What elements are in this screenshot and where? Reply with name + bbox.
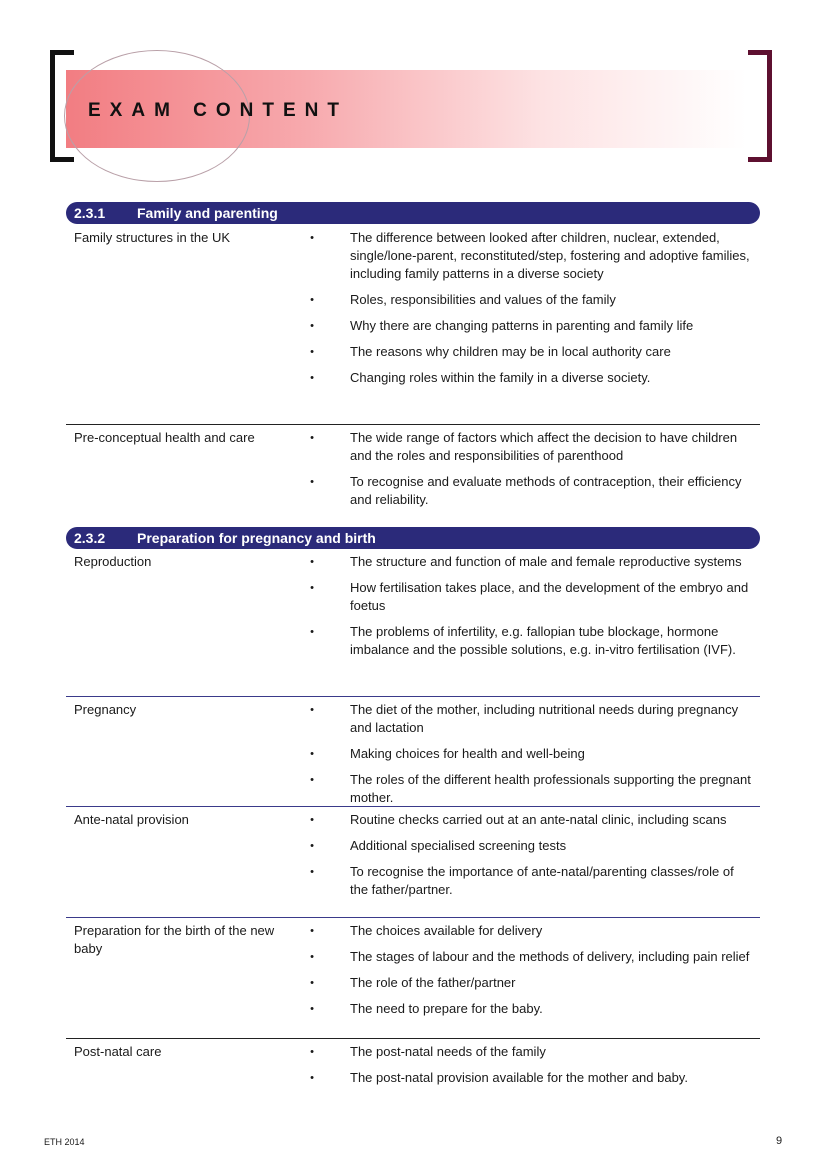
list-item: • The post-natal provision available for the mother and baby. (304, 1069, 760, 1087)
bullet-icon: • (310, 346, 314, 358)
bullet-icon: • (310, 556, 314, 568)
section-header-2-3-1 (66, 202, 760, 224)
list-item: • Additional specialised screening tests (304, 837, 760, 855)
table-row (66, 553, 760, 697)
list-item: • The reasons why children may be in local authority care (304, 343, 760, 361)
list-item: • The structure and function of male and female reproductive systems (304, 553, 760, 571)
header-banner (0, 0, 828, 200)
bullet-icon: • (310, 925, 314, 937)
bullet-icon: • (310, 748, 314, 760)
list-item: • The post-natal needs of the family (304, 1043, 760, 1061)
bullet-icon: • (310, 774, 314, 786)
topic-label: Ante-natal provision (74, 812, 189, 827)
topic-label: Post-natal care (74, 1044, 162, 1059)
list-item: • Routine checks carried out at an ante-natal clinic, including scans (304, 811, 760, 829)
list-item: • To recognise and evaluate methods of contraception, their efficiency and reliability. (304, 473, 760, 509)
left-bracket-decoration (50, 50, 74, 162)
list-item: • The roles of the different health professionals supporting the pregnant mother. (304, 771, 760, 807)
bullet-icon: • (310, 582, 314, 594)
list-item: • The diet of the mother, including nutritional needs during pregnancy and lactation (304, 701, 760, 737)
bullet-icon: • (310, 951, 314, 963)
section-table-2-3-1 (66, 229, 760, 505)
footer-code: ETH 2014 (44, 1137, 85, 1147)
table-row (66, 229, 760, 425)
topic-label: Pre-conceptual health and care (74, 430, 255, 445)
list-item: • The problems of infertility, e.g. fallopian tube blockage, hormone imbalance and the possible solutions, e.g. in-vitro fertilisation (IVF). (304, 623, 760, 659)
table-row (66, 697, 760, 807)
table-row (66, 807, 760, 918)
topic-label: Pregnancy (74, 702, 137, 717)
page-title: EXAM CONTENT (88, 100, 348, 121)
topic-label: Preparation for the birth of the new baby (74, 923, 275, 956)
list-item: • The stages of labour and the methods of delivery, including pain relief (304, 948, 760, 966)
bullet-icon: • (310, 232, 314, 244)
section-header-2-3-2 (66, 527, 760, 549)
topic-label: Family structures in the UK (74, 230, 231, 245)
bullet-icon: • (310, 814, 314, 826)
list-item: • The role of the father/partner (304, 974, 760, 992)
list-item: • Roles, responsibilities and values of the family (304, 291, 760, 309)
list-item: • How fertilisation takes place, and the development of the embryo and foetus (304, 579, 760, 615)
list-item: • Why there are changing patterns in parenting and family life (304, 317, 760, 335)
list-item: • Changing roles within the family in a diverse society. (304, 369, 760, 387)
right-bracket-decoration (748, 50, 772, 162)
topic-label: Reproduction (74, 554, 152, 569)
table-row (66, 425, 760, 505)
bullet-icon: • (310, 626, 314, 638)
list-item: • Making choices for health and well-being (304, 745, 760, 763)
bullet-icon: • (310, 840, 314, 852)
bullet-icon: • (310, 866, 314, 878)
table-row (66, 918, 760, 1039)
bullet-icon: • (310, 432, 314, 444)
bullet-icon: • (310, 704, 314, 716)
list-item: • To recognise the importance of ante-natal/parenting classes/role of the father/partner. (304, 863, 760, 899)
bullet-icon: • (310, 476, 314, 488)
bullet-icon: • (310, 1046, 314, 1058)
section-number: 2.3.1 (74, 205, 106, 221)
bullet-icon: • (310, 320, 314, 332)
bullet-icon: • (310, 1003, 314, 1015)
section-title: Preparation for pregnancy and birth (137, 530, 376, 546)
bullet-icon: • (310, 1072, 314, 1084)
section-table-2-3-2 (66, 553, 760, 1095)
list-item: • The wide range of factors which affect the decision to have children and the roles and responsibilities of parenthood (304, 429, 760, 465)
list-item: • The difference between looked after children, nuclear, extended, single/lone-parent, reconstituted/step, fostering and adoptive families, including family patterns in a diverse society (304, 229, 760, 283)
list-item: • The need to prepare for the baby. (304, 1000, 760, 1018)
list-item: • The choices available for delivery (304, 922, 760, 940)
page-number: 9 (776, 1135, 783, 1147)
bullet-icon: • (310, 977, 314, 989)
bullet-icon: • (310, 294, 314, 306)
table-row (66, 1039, 760, 1095)
bullet-icon: • (310, 372, 314, 384)
section-title: Family and parenting (137, 205, 278, 221)
section-number: 2.3.2 (74, 530, 106, 546)
